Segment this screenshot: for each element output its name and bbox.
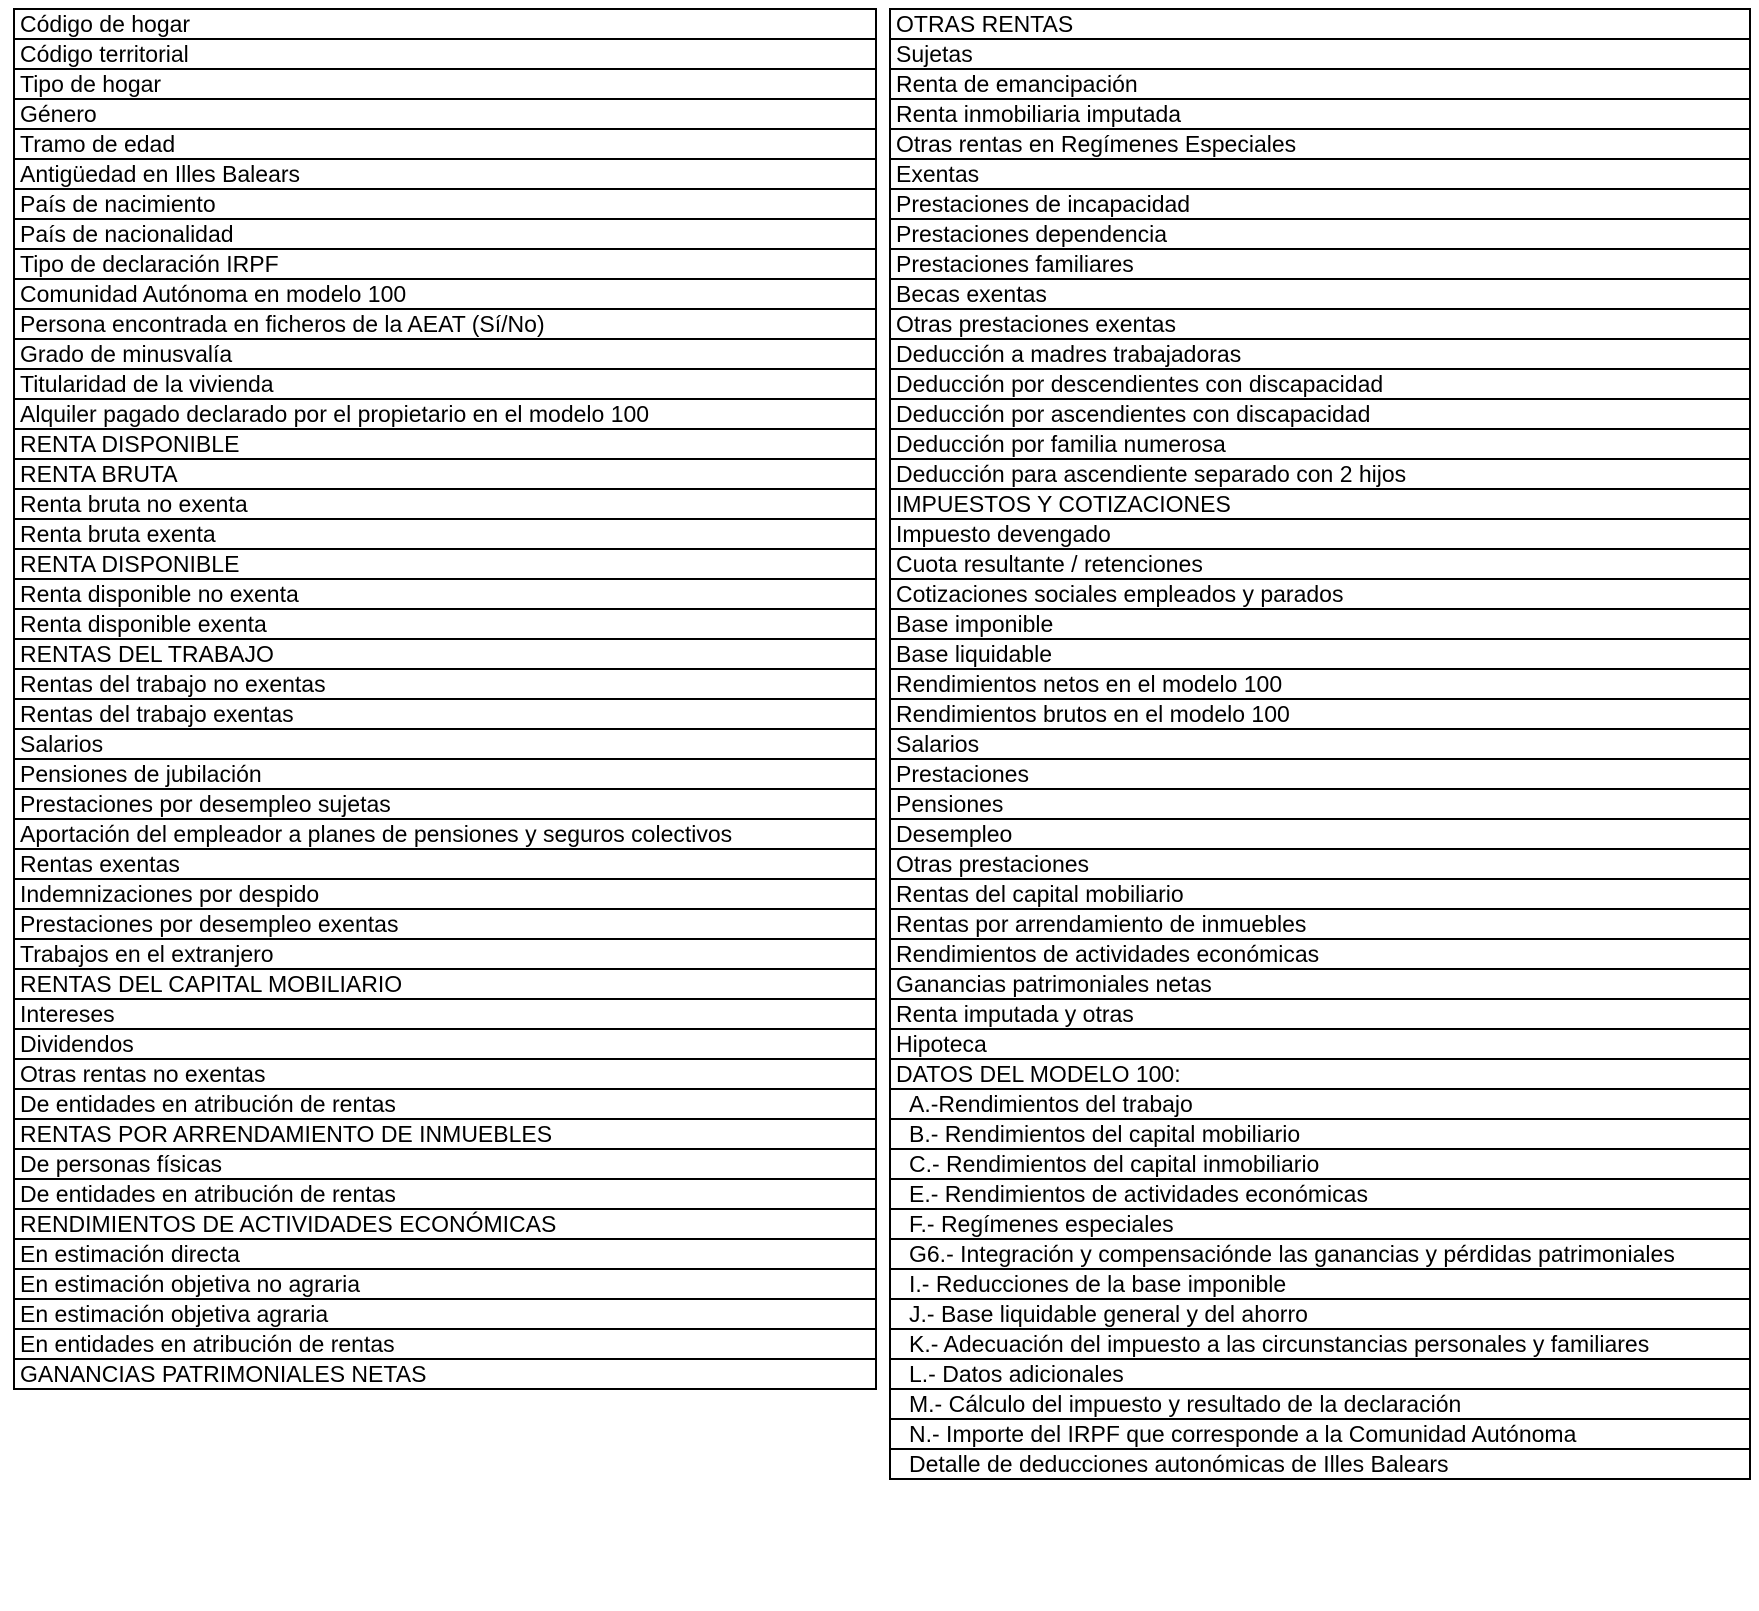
table-row: [890, 9, 1750, 39]
table-cell: Sujetas: [890, 39, 1750, 69]
table-cell: Rentas del trabajo exentas: [14, 699, 876, 729]
table-cell: Desempleo: [890, 819, 1750, 849]
table-row: [890, 549, 1750, 579]
table-cell: Pensiones: [890, 789, 1750, 819]
table-cell: Exentas: [890, 159, 1750, 189]
table-row: [14, 1329, 876, 1359]
table-row: [890, 1089, 1750, 1119]
table-cell: N.- Importe del IRPF que corresponde a la Comunidad Autónoma: [890, 1419, 1750, 1449]
table-cell: RENTA DISPONIBLE: [14, 549, 876, 579]
table-cell: Renta bruta no exenta: [14, 489, 876, 519]
table-row: [14, 1299, 876, 1329]
table-cell: B.- Rendimientos del capital mobiliario: [890, 1119, 1750, 1149]
table-cell: Prestaciones de incapacidad: [890, 189, 1750, 219]
table-cell: De entidades en atribución de rentas: [14, 1179, 876, 1209]
table-row: [890, 69, 1750, 99]
left-table-body: [14, 9, 876, 1389]
table-cell: Aportación del empleador a planes de pensiones y seguros colectivos: [14, 819, 876, 849]
table-cell: Deducción por ascendientes con discapacidad: [890, 399, 1750, 429]
table-cell: Alquiler pagado declarado por el propietario en el modelo 100: [14, 399, 876, 429]
table-row: [890, 909, 1750, 939]
table-cell: Intereses: [14, 999, 876, 1029]
table-cell: GANANCIAS PATRIMONIALES NETAS: [14, 1359, 876, 1389]
table-cell: Prestaciones: [890, 759, 1750, 789]
table-row: [890, 1179, 1750, 1209]
table-row: [14, 369, 876, 399]
table-row: [890, 1449, 1750, 1479]
table-row: [14, 69, 876, 99]
table-cell: Salarios: [890, 729, 1750, 759]
table-cell: RENTAS DEL CAPITAL MOBILIARIO: [14, 969, 876, 999]
table-cell: RENDIMIENTOS DE ACTIVIDADES ECONÓMICAS: [14, 1209, 876, 1239]
table-cell: Antigüedad en Illes Balears: [14, 159, 876, 189]
table-row: [890, 699, 1750, 729]
table-cell: C.- Rendimientos del capital inmobiliario: [890, 1149, 1750, 1179]
table-cell: País de nacimiento: [14, 189, 876, 219]
table-row: [890, 129, 1750, 159]
table-cell: De personas físicas: [14, 1149, 876, 1179]
table-row: [890, 1359, 1750, 1389]
table-cell: L.- Datos adicionales: [890, 1359, 1750, 1389]
table-row: [890, 249, 1750, 279]
table-cell: Indemnizaciones por despido: [14, 879, 876, 909]
table-row: [14, 609, 876, 639]
table-row: [14, 1059, 876, 1089]
table-row: [14, 1179, 876, 1209]
table-cell: Otras prestaciones exentas: [890, 309, 1750, 339]
table-row: [890, 1299, 1750, 1329]
table-cell: Renta inmobiliaria imputada: [890, 99, 1750, 129]
table-row: [14, 489, 876, 519]
table-row: [14, 309, 876, 339]
table-row: [890, 879, 1750, 909]
table-row: [890, 39, 1750, 69]
table-row: [14, 249, 876, 279]
table-cell: En entidades en atribución de rentas: [14, 1329, 876, 1359]
table-row: [14, 699, 876, 729]
table-cell: F.- Regímenes especiales: [890, 1209, 1750, 1239]
table-row: [14, 399, 876, 429]
table-row: [14, 969, 876, 999]
table-row: [890, 579, 1750, 609]
table-cell: Código de hogar: [14, 9, 876, 39]
table-cell: Otras rentas no exentas: [14, 1059, 876, 1089]
table-cell: Comunidad Autónoma en modelo 100: [14, 279, 876, 309]
table-row: [14, 519, 876, 549]
table-row: [890, 1329, 1750, 1359]
table-row: [890, 219, 1750, 249]
table-row: [14, 759, 876, 789]
table-cell: Dividendos: [14, 1029, 876, 1059]
table-cell: Base imponible: [890, 609, 1750, 639]
table-cell: Impuesto devengado: [890, 519, 1750, 549]
table-row: [14, 339, 876, 369]
table-row: [14, 459, 876, 489]
table-cell: Código territorial: [14, 39, 876, 69]
table-row: [890, 1209, 1750, 1239]
table-row: [890, 939, 1750, 969]
table-cell: Rendimientos brutos en el modelo 100: [890, 699, 1750, 729]
table-cell: Prestaciones familiares: [890, 249, 1750, 279]
table-row: [890, 1389, 1750, 1419]
table-row: [14, 9, 876, 39]
table-cell: RENTA DISPONIBLE: [14, 429, 876, 459]
table-row: [14, 279, 876, 309]
table-row: [14, 99, 876, 129]
table-row: [14, 1119, 876, 1149]
table-cell: Deducción por familia numerosa: [890, 429, 1750, 459]
table-cell: RENTA BRUTA: [14, 459, 876, 489]
table-row: [14, 429, 876, 459]
table-cell: Tramo de edad: [14, 129, 876, 159]
table-row: [890, 759, 1750, 789]
table-row: [890, 729, 1750, 759]
table-row: [890, 429, 1750, 459]
table-row: [890, 489, 1750, 519]
table-cell: Otras rentas en Regímenes Especiales: [890, 129, 1750, 159]
table-cell: Cuota resultante / retenciones: [890, 549, 1750, 579]
table-cell: G6.- Integración y compensaciónde las ganancias y pérdidas patrimoniales: [890, 1239, 1750, 1269]
table-row: [14, 39, 876, 69]
left-variable-table: [13, 8, 877, 1390]
table-row: [890, 339, 1750, 369]
right-table-body: [890, 9, 1750, 1479]
table-cell: En estimación objetiva no agraria: [14, 1269, 876, 1299]
table-row: [14, 1149, 876, 1179]
table-row: [14, 129, 876, 159]
table-cell: Género: [14, 99, 876, 129]
table-row: [14, 159, 876, 189]
table-row: [14, 549, 876, 579]
table-row: [890, 99, 1750, 129]
table-cell: Renta disponible no exenta: [14, 579, 876, 609]
right-variable-table: [889, 8, 1751, 1480]
table-row: [890, 369, 1750, 399]
table-cell: Renta de emancipación: [890, 69, 1750, 99]
table-cell: Rendimientos netos en el modelo 100: [890, 669, 1750, 699]
table-row: [890, 1029, 1750, 1059]
table-cell: Tipo de hogar: [14, 69, 876, 99]
table-cell: Rentas del trabajo no exentas: [14, 669, 876, 699]
table-cell: De entidades en atribución de rentas: [14, 1089, 876, 1119]
table-row: [890, 1419, 1750, 1449]
table-cell: Cotizaciones sociales empleados y parados: [890, 579, 1750, 609]
table-row: [14, 729, 876, 759]
table-cell: IMPUESTOS Y COTIZACIONES: [890, 489, 1750, 519]
table-cell: I.- Reducciones de la base imponible: [890, 1269, 1750, 1299]
table-row: [14, 1089, 876, 1119]
table-cell: Becas exentas: [890, 279, 1750, 309]
table-cell: Rentas exentas: [14, 849, 876, 879]
table-cell: Trabajos en el extranjero: [14, 939, 876, 969]
table-row: [890, 1059, 1750, 1089]
table-row: [14, 789, 876, 819]
table-cell: Tipo de declaración IRPF: [14, 249, 876, 279]
table-cell: En estimación directa: [14, 1239, 876, 1269]
table-row: [890, 279, 1750, 309]
table-row: [890, 1149, 1750, 1179]
table-cell: Renta disponible exenta: [14, 609, 876, 639]
table-row: [890, 639, 1750, 669]
table-row: [890, 1239, 1750, 1269]
table-cell: M.- Cálculo del impuesto y resultado de la declaración: [890, 1389, 1750, 1419]
table-row: [890, 669, 1750, 699]
table-cell: Prestaciones por desempleo sujetas: [14, 789, 876, 819]
table-cell: Rentas por arrendamiento de inmuebles: [890, 909, 1750, 939]
table-cell: En estimación objetiva agraria: [14, 1299, 876, 1329]
table-row: [890, 1269, 1750, 1299]
table-cell: K.- Adecuación del impuesto a las circunstancias personales y familiares: [890, 1329, 1750, 1359]
table-row: [14, 219, 876, 249]
table-cell: Prestaciones por desempleo exentas: [14, 909, 876, 939]
table-cell: Renta bruta exenta: [14, 519, 876, 549]
table-row: [890, 309, 1750, 339]
table-row: [890, 189, 1750, 219]
table-cell: Hipoteca: [890, 1029, 1750, 1059]
table-row: [890, 519, 1750, 549]
table-row: [890, 459, 1750, 489]
table-cell: J.- Base liquidable general y del ahorro: [890, 1299, 1750, 1329]
table-row: [890, 399, 1750, 429]
table-cell: País de nacionalidad: [14, 219, 876, 249]
table-cell: Otras prestaciones: [890, 849, 1750, 879]
table-row: [14, 909, 876, 939]
table-cell: RENTAS POR ARRENDAMIENTO DE INMUEBLES: [14, 1119, 876, 1149]
table-row: [14, 1029, 876, 1059]
table-cell: Deducción para ascendiente separado con 2 hijos: [890, 459, 1750, 489]
table-cell: Rendimientos de actividades económicas: [890, 939, 1750, 969]
table-cell: DATOS DEL MODELO 100:: [890, 1059, 1750, 1089]
table-cell: A.-Rendimientos del trabajo: [890, 1089, 1750, 1119]
table-row: [890, 849, 1750, 879]
table-cell: Detalle de deducciones autonómicas de Illes Balears: [890, 1449, 1750, 1479]
table-row: [14, 579, 876, 609]
table-cell: Deducción por descendientes con discapacidad: [890, 369, 1750, 399]
table-row: [14, 189, 876, 219]
table-row: [14, 639, 876, 669]
table-row: [890, 1119, 1750, 1149]
table-cell: Rentas del capital mobiliario: [890, 879, 1750, 909]
table-row: [890, 609, 1750, 639]
table-row: [14, 669, 876, 699]
table-row: [14, 1209, 876, 1239]
table-row: [14, 939, 876, 969]
table-cell: OTRAS RENTAS: [890, 9, 1750, 39]
table-row: [14, 1269, 876, 1299]
table-cell: Prestaciones dependencia: [890, 219, 1750, 249]
table-cell: Ganancias patrimoniales netas: [890, 969, 1750, 999]
table-row: [890, 999, 1750, 1029]
table-cell: E.- Rendimientos de actividades económicas: [890, 1179, 1750, 1209]
table-row: [14, 879, 876, 909]
table-cell: Pensiones de jubilación: [14, 759, 876, 789]
table-cell: Base liquidable: [890, 639, 1750, 669]
table-cell: Grado de minusvalía: [14, 339, 876, 369]
table-row: [14, 849, 876, 879]
table-row: [14, 1239, 876, 1269]
table-row: [14, 1359, 876, 1389]
table-cell: Salarios: [14, 729, 876, 759]
table-cell: Persona encontrada en ficheros de la AEAT (Sí/No): [14, 309, 876, 339]
table-row: [890, 819, 1750, 849]
table-cell: RENTAS DEL TRABAJO: [14, 639, 876, 669]
table-row: [14, 999, 876, 1029]
table-cell: Renta imputada y otras: [890, 999, 1750, 1029]
table-cell: Deducción a madres trabajadoras: [890, 339, 1750, 369]
table-row: [890, 969, 1750, 999]
table-row: [14, 819, 876, 849]
table-row: [890, 159, 1750, 189]
table-cell: Titularidad de la vivienda: [14, 369, 876, 399]
table-row: [890, 789, 1750, 819]
